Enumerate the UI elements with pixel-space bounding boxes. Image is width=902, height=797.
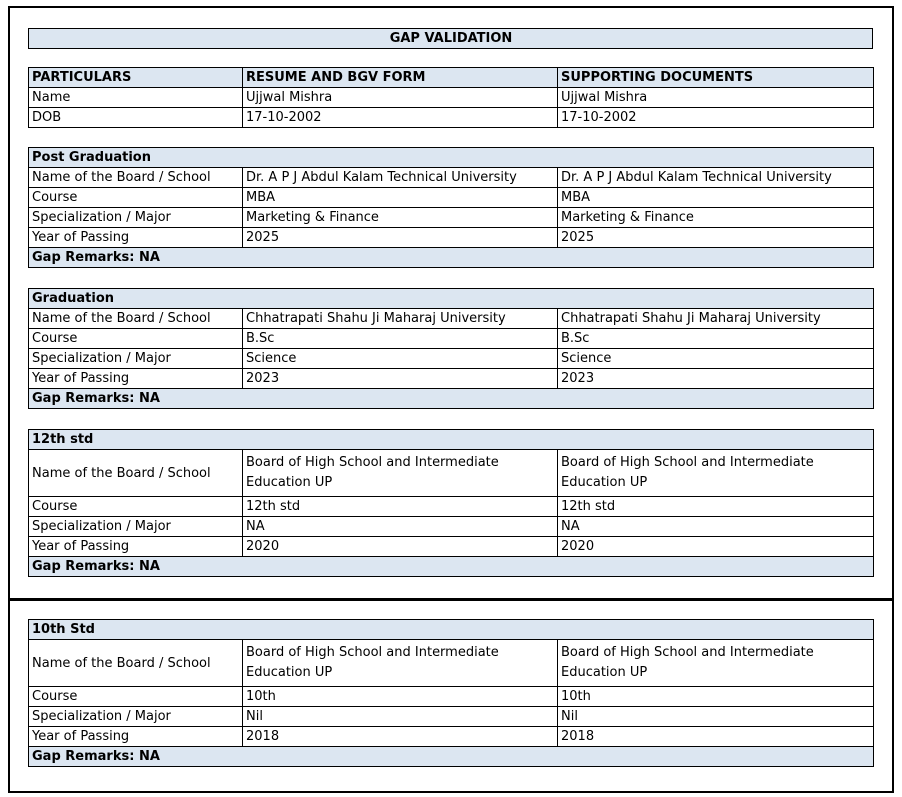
particulars-table [28, 67, 874, 128]
table-row [29, 450, 874, 497]
resume-value: Science [243, 349, 558, 369]
docs-value: 2023 [558, 369, 874, 389]
table-row [29, 309, 874, 329]
docs-value: Nil [558, 707, 874, 727]
docs-value: 10th [558, 687, 874, 707]
section-heading: Graduation [29, 289, 874, 309]
section-12th-std [28, 429, 874, 577]
row-label: Specialization / Major [29, 349, 243, 369]
table-row [29, 497, 874, 517]
header-docs: SUPPORTING DOCUMENTS [558, 68, 874, 88]
docs-value: 2020 [558, 537, 874, 557]
resume-value: Marketing & Finance [243, 208, 558, 228]
name-row [29, 88, 874, 108]
header-particulars: PARTICULARS [29, 68, 243, 88]
row-label: Name of the Board / School [29, 168, 243, 188]
dob-row [29, 108, 874, 128]
row-label: Name [29, 88, 243, 108]
docs-value: Chhatrapati Shahu Ji Maharaj University [558, 309, 874, 329]
docs-value: 17-10-2002 [558, 108, 874, 128]
docs-value: Ujjwal Mishra [558, 88, 874, 108]
row-label: Name of the Board / School [29, 309, 243, 329]
docs-value: Board of High School and Intermediate Education UP [558, 640, 874, 687]
docs-value: Dr. A P J Abdul Kalam Technical University [558, 168, 874, 188]
row-label: DOB [29, 108, 243, 128]
row-label: Year of Passing [29, 228, 243, 248]
resume-value: Board of High School and Intermediate Education UP [243, 450, 558, 497]
resume-value: 10th [243, 687, 558, 707]
table-row [29, 228, 874, 248]
table-row [29, 537, 874, 557]
resume-value: 2020 [243, 537, 558, 557]
resume-value: 2025 [243, 228, 558, 248]
gap-remarks: Gap Remarks: NA [29, 557, 874, 577]
table-row [29, 707, 874, 727]
table-row [29, 369, 874, 389]
section-graduation [28, 288, 874, 409]
resume-value: 17-10-2002 [243, 108, 558, 128]
resume-value: Dr. A P J Abdul Kalam Technical University [243, 168, 558, 188]
table-row [29, 640, 874, 687]
row-label: Year of Passing [29, 369, 243, 389]
docs-value: Science [558, 349, 874, 369]
resume-value: 12th std [243, 497, 558, 517]
gap-remarks: Gap Remarks: NA [29, 747, 874, 767]
column-header-row [29, 68, 874, 88]
row-label: Course [29, 188, 243, 208]
docs-value: 2025 [558, 228, 874, 248]
resume-value: MBA [243, 188, 558, 208]
docs-value: NA [558, 517, 874, 537]
row-label: Specialization / Major [29, 208, 243, 228]
table-row [29, 727, 874, 747]
section-heading: Post Graduation [29, 148, 874, 168]
docs-value: 12th std [558, 497, 874, 517]
row-label: Course [29, 329, 243, 349]
resume-value: NA [243, 517, 558, 537]
resume-value: Board of High School and Intermediate Education UP [243, 640, 558, 687]
page-title: GAP VALIDATION [29, 29, 873, 49]
resume-value: Chhatrapati Shahu Ji Maharaj University [243, 309, 558, 329]
table-row [29, 687, 874, 707]
header-resume: RESUME AND BGV FORM [243, 68, 558, 88]
resume-value: Ujjwal Mishra [243, 88, 558, 108]
table-row [29, 517, 874, 537]
row-label: Name of the Board / School [29, 640, 243, 687]
docs-value: 2018 [558, 727, 874, 747]
table-row [29, 208, 874, 228]
docs-value: Board of High School and Intermediate Education UP [558, 450, 874, 497]
gap-remarks: Gap Remarks: NA [29, 248, 874, 268]
docs-value: B.Sc [558, 329, 874, 349]
row-label: Specialization / Major [29, 707, 243, 727]
section-heading: 10th Std [29, 620, 874, 640]
section-post-graduation [28, 147, 874, 268]
resume-value: 2018 [243, 727, 558, 747]
docs-value: Marketing & Finance [558, 208, 874, 228]
section-heading: 12th std [29, 430, 874, 450]
row-label: Course [29, 687, 243, 707]
docs-value: MBA [558, 188, 874, 208]
row-label: Course [29, 497, 243, 517]
resume-value: Nil [243, 707, 558, 727]
table-row [29, 188, 874, 208]
table-row [29, 168, 874, 188]
resume-value: B.Sc [243, 329, 558, 349]
title-table [28, 28, 873, 49]
resume-value: 2023 [243, 369, 558, 389]
section-10th-std [28, 619, 874, 767]
row-label: Specialization / Major [29, 517, 243, 537]
table-row [29, 349, 874, 369]
row-label: Year of Passing [29, 537, 243, 557]
row-label: Name of the Board / School [29, 450, 243, 497]
gap-remarks: Gap Remarks: NA [29, 389, 874, 409]
row-label: Year of Passing [29, 727, 243, 747]
table-row [29, 329, 874, 349]
